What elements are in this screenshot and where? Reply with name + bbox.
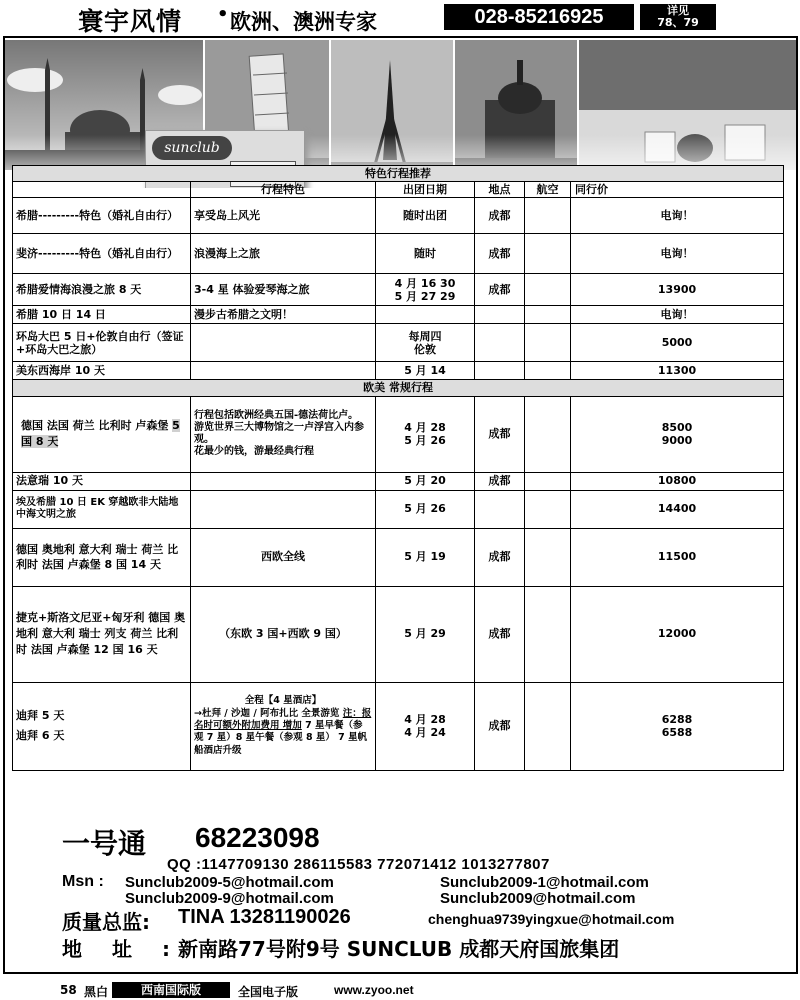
- table-row: [13, 198, 784, 234]
- route-airline: [525, 528, 571, 586]
- msn-account-2: Sunclub2009-1@hotmail.com: [440, 874, 649, 891]
- quality-email: chenghua9739yingxue@hotmail.com: [428, 911, 675, 927]
- route-feature: [191, 324, 376, 362]
- route-date: 4 月 28 5 月 26: [376, 396, 475, 472]
- table-row: [13, 528, 784, 586]
- route-name: 希腊 10 日 14 日: [13, 306, 191, 324]
- route-airline: [525, 234, 571, 274]
- page-footer: [0, 980, 800, 1000]
- route-date: 随时出团: [376, 198, 475, 234]
- route-location: [475, 306, 525, 324]
- col-header-location: 地点: [475, 182, 525, 198]
- edition-label: 全国电子版: [238, 985, 299, 999]
- route-name: 迪拜 5 天 迪拜 6 天: [13, 682, 191, 770]
- route-price: 8500 9000: [571, 396, 784, 472]
- route-date: 4 月 28 4 月 24: [376, 682, 475, 770]
- route-airline: [525, 362, 571, 380]
- section-title: 欧美 常规行程: [13, 380, 784, 396]
- route-date: 每周四 伦敦: [376, 324, 475, 362]
- route-name: 美东西海岸 10 天: [13, 362, 191, 380]
- table-row: [13, 472, 784, 490]
- route-airline: [525, 586, 571, 682]
- route-name: 斐济---------特色（婚礼自由行）: [13, 234, 191, 274]
- route-feature: 3-4 星 体验爱琴海之旅: [191, 274, 376, 306]
- route-name: 德国 奥地利 意大利 瑞士 荷兰 比利时 法国 卢森堡 8 国 14 天: [13, 528, 191, 586]
- feature-title: 全程【4 星酒店】: [244, 695, 322, 707]
- qq-numbers: QQ :1147709130 286115583 772071412 1013277807: [167, 856, 550, 873]
- feature-text: →杜拜 / 沙迦 / 阿布扎比 全景游览: [194, 707, 340, 719]
- page-number: 58: [60, 983, 77, 997]
- route-name: 埃及希腊 10 日 EK 穿越欧非大陆地中海文明之旅: [13, 490, 191, 528]
- route-airline: [525, 306, 571, 324]
- msn-account-1: Sunclub2009-5@hotmail.com: [125, 874, 334, 891]
- route-date: 5 月 19: [376, 528, 475, 586]
- route-feature: [191, 682, 376, 770]
- msn-account-3: Sunclub2009-9@hotmail.com: [125, 890, 334, 907]
- see-pages-badge: [640, 4, 716, 30]
- quality-label: 质量总监:: [62, 910, 150, 934]
- route-feature: 浪漫海上之旅: [191, 234, 376, 274]
- route-airline: [525, 490, 571, 528]
- route-name-highlight: 5 国 8 天: [21, 418, 180, 449]
- route-location: 成都: [475, 682, 525, 770]
- table-row: [13, 586, 784, 682]
- route-airline: [525, 682, 571, 770]
- route-price: 13900: [571, 274, 784, 306]
- route-feature: （东欧 3 国+西欧 9 国）: [191, 586, 376, 682]
- route-location: 成都: [475, 198, 525, 234]
- address-value: 新南路77号附9号 SUNCLUB 成都天府国旅集团: [178, 937, 620, 961]
- table-row: [13, 306, 784, 324]
- route-feature: 行程包括欧洲经典五国-德法荷比卢。 游览世界三大博物馆之一卢浮宫入内参观。 花最少的钱，游最经典行程: [191, 396, 376, 472]
- route-name: 捷克+斯洛文尼亚+匈牙利 德国 奥地利 意大利 瑞士 列支 荷兰 比利时 法国 卢森堡 12 国 16 天: [13, 586, 191, 682]
- table-row: [13, 490, 784, 528]
- print-mode: 黑白: [84, 985, 109, 999]
- route-location: [475, 490, 525, 528]
- msn-label: Msn :: [62, 873, 104, 890]
- logo-script: sunclub: [152, 136, 232, 160]
- route-name-text: 德国 法国 荷兰 比利时 卢森堡: [21, 418, 169, 432]
- route-location: 成都: [475, 396, 525, 472]
- route-airline: [525, 396, 571, 472]
- route-feature: [191, 490, 376, 528]
- column-headers: [13, 182, 784, 198]
- route-location: [475, 362, 525, 380]
- route-price: 电询！: [571, 198, 784, 234]
- route-name: 希腊---------特色（婚礼自由行）: [13, 198, 191, 234]
- route-location: 成都: [475, 586, 525, 682]
- route-price: 电询！: [571, 306, 784, 324]
- col-header-feature: 行程特色: [191, 182, 376, 198]
- route-feature: 西欧全线: [191, 528, 376, 586]
- table-row: [13, 274, 784, 306]
- route-location: [475, 324, 525, 362]
- table-row: [13, 234, 784, 274]
- hotline-number: 68223098: [195, 822, 320, 853]
- table-row: [13, 682, 784, 770]
- route-name: 环岛大巴 5 日+伦敦自由行（签证+环岛大巴之旅）: [13, 324, 191, 362]
- route-location: 成都: [475, 472, 525, 490]
- col-header-price: 同行价: [571, 182, 784, 198]
- section-title: 特色行程推荐: [13, 166, 784, 182]
- section-header-featured: [13, 166, 784, 182]
- route-feature: [191, 362, 376, 380]
- route-date: 5 月 26: [376, 490, 475, 528]
- col-header-date: 出团日期: [376, 182, 475, 198]
- route-location: 成都: [475, 528, 525, 586]
- route-location: 成都: [475, 234, 525, 274]
- brand-title: 寰宇风情: [78, 7, 183, 36]
- route-name: 希腊爱情海浪漫之旅 8 天: [13, 274, 191, 306]
- itinerary-table: [12, 165, 784, 771]
- route-date: 4 月 16 30 5 月 27 29: [376, 274, 475, 306]
- brand-dot: •: [217, 4, 229, 25]
- route-price: 12000: [571, 586, 784, 682]
- route-price: 6288 6588: [571, 682, 784, 770]
- route-airline: [525, 198, 571, 234]
- see-label: 详见: [667, 4, 689, 17]
- route-date: [376, 306, 475, 324]
- route-date: 5 月 14: [376, 362, 475, 380]
- feature-note: 注：报名时可额外附加费用 增加: [194, 707, 372, 731]
- route-airline: [525, 274, 571, 306]
- see-pages: 78、79: [657, 16, 699, 29]
- route-date: 随时: [376, 234, 475, 274]
- route-price: 电询！: [571, 234, 784, 274]
- route-name: 法意瑞 10 天: [13, 472, 191, 490]
- route-feature: 享受岛上风光: [191, 198, 376, 234]
- feature-tail: 7 星早餐（参观 7 星）8 星午餐（参观 8 星） 7 星帆船酒店升级: [194, 719, 368, 756]
- quality-contact: TINA 13281190026: [178, 906, 351, 928]
- header-phone: 028-85216925: [444, 4, 634, 30]
- route-price: 5000: [571, 324, 784, 362]
- table-row: [13, 362, 784, 380]
- edition-badge: 西南国际版: [112, 982, 230, 998]
- col-header-airline: 航空: [525, 182, 571, 198]
- specialist-title: 欧洲、澳洲专家: [230, 10, 377, 34]
- route-price: 14400: [571, 490, 784, 528]
- address-label: 地址:: [62, 937, 200, 961]
- table-row: [13, 396, 784, 472]
- route-location: 成都: [475, 274, 525, 306]
- route-name: [13, 396, 191, 472]
- route-airline: [525, 324, 571, 362]
- route-date: 5 月 29: [376, 586, 475, 682]
- route-feature: 漫步古希腊之文明！: [191, 306, 376, 324]
- route-feature: [191, 472, 376, 490]
- page-header: [0, 0, 800, 36]
- col-header-blank: [13, 182, 191, 198]
- section-header-regular: [13, 380, 784, 396]
- route-airline: [525, 472, 571, 490]
- table-row: [13, 324, 784, 362]
- hotline-label: 一号通: [62, 827, 147, 860]
- website: www.zyoo.net: [334, 983, 414, 997]
- msn-account-4: Sunclub2009@hotmail.com: [440, 890, 636, 907]
- route-price: 11500: [571, 528, 784, 586]
- route-price: 10800: [571, 472, 784, 490]
- route-price: 11300: [571, 362, 784, 380]
- route-date: 5 月 20: [376, 472, 475, 490]
